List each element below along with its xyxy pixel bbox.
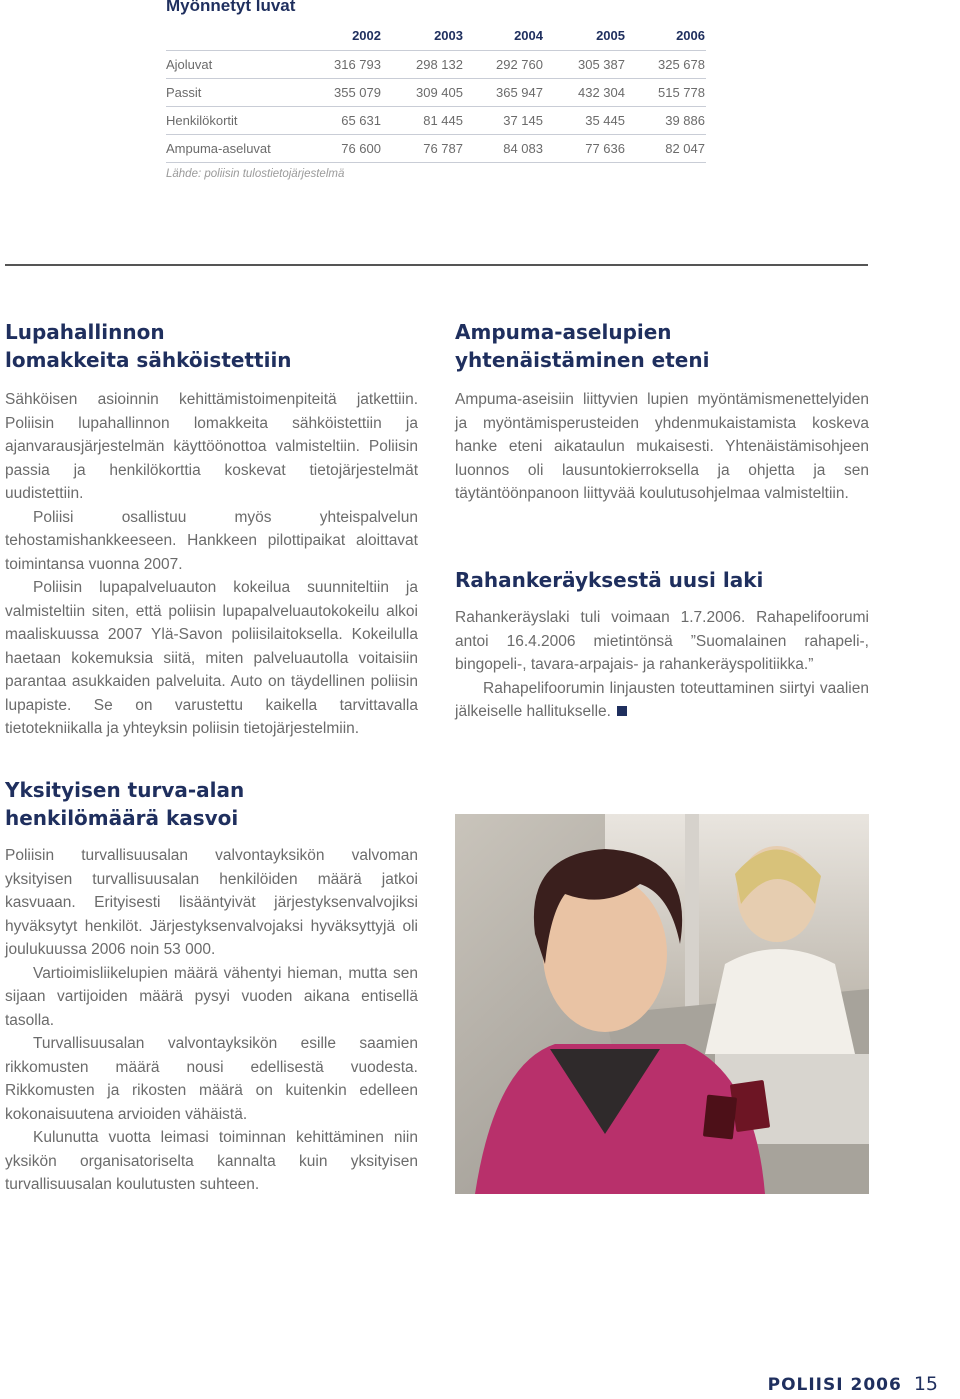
table-rule	[166, 50, 706, 51]
heading-line: Yksityisen turva-alan	[5, 778, 245, 802]
section-turva-ala	[5, 776, 418, 1197]
section-heading	[5, 776, 418, 832]
page-number: 15	[913, 1373, 938, 1395]
table-cell: 37 145	[503, 113, 543, 128]
service-desk-photo	[455, 814, 869, 1194]
heading-line: yhtenäistäminen eteni	[455, 348, 710, 372]
table-row	[0, 108, 960, 136]
table-row	[0, 136, 960, 164]
paragraph-text: Rahapelifoorumin linjausten toteuttaminen siirtyi vaalien jälkeiselle hallitukselle.	[455, 679, 869, 720]
section-lupahallinto	[5, 318, 418, 741]
table-row	[0, 52, 960, 80]
row-label: Ajoluvat	[166, 57, 213, 72]
table-source-note: Lähde: poliisin tulostietojärjestelmä	[166, 168, 345, 180]
table-rule	[166, 162, 706, 163]
body-paragraph: Rahankeräyslaki tuli voimaan 1.7.2006. Rahapelifoorumi antoi 16.4.2006 mietintönsä ”Suomalainen rahapeli-, bingopeli-, tavara-arpajais- ja rahankeräyspolitiikka.”	[455, 609, 869, 673]
page-footer	[768, 1373, 938, 1395]
table-cell: 309 405	[416, 85, 463, 100]
body-paragraph: Sähköisen asioinnin kehittämistoimenpiteitä jatkettiin. Poliisin lupahallinnon lomakkeita sähköistettiin ja ajanvarausjärjestelmän käyttöönottoa valmisteltiin. Poliisin passia ja henkilökorttia koskevat tietojärjestelmät uudistettiin.	[5, 391, 418, 502]
table-rule	[166, 134, 706, 135]
publication-name: POLIISI 2006	[767, 1375, 902, 1395]
year-header: 2004	[514, 28, 543, 43]
section-divider	[5, 264, 868, 266]
body-paragraph: Kulunutta vuotta leimasi toiminnan kehittäminen niin yksikön organisatoriselta kannalta kuin yksityisen turvallisuusalan koulutusten suhteen.	[5, 1129, 418, 1193]
year-header: 2005	[596, 28, 625, 43]
table-cell: 316 793	[334, 57, 381, 72]
end-mark-icon	[617, 706, 627, 716]
section-ampuma-aselupien	[455, 318, 869, 506]
table-cell: 84 083	[503, 141, 543, 156]
row-label: Henkilökortit	[166, 113, 238, 128]
body-paragraph: Poliisi osallistuu myös yhteispalvelun tehostamishankkeeseen. Hankkeen pilottipaikat aloittavat toimintansa vuonna 2007.	[5, 508, 418, 573]
table-cell: 35 445	[585, 113, 625, 128]
table-cell: 77 636	[585, 141, 625, 156]
section-heading	[455, 318, 869, 374]
heading-line: Lupahallinnon	[5, 320, 165, 344]
year-header: 2003	[434, 28, 463, 43]
row-label: Passit	[166, 85, 202, 100]
table-cell: 515 778	[658, 85, 705, 100]
table-row	[0, 80, 960, 108]
table-header-row	[0, 28, 960, 46]
table-cell: 365 947	[496, 85, 543, 100]
body-paragraph: Poliisin lupapalveluauton kokeilua suunniteltiin ja valmisteltiin siten, että poliisin lupapalveluautokokeilu alkoi maaliskuussa 2007 Ylä-Savon poliisilaitoksella. Kokeilulla haetaan kokemuksia siitä, miten palveluautolla voitaisiin parantaa asukkaiden palveluita. Auto on täydellinen poliisin lupapiste. Se on varustettu kaikella tarvittavalla tietotekniikalla ja yhteyksin poliisin tietojärjestelmiin.	[5, 579, 418, 737]
section-heading: Rahankeräyksestä uusi laki	[455, 568, 764, 592]
photo-illustration	[455, 814, 869, 1194]
table-cell: 82 047	[665, 141, 705, 156]
table-cell: 292 760	[496, 57, 543, 72]
table-cell: 432 304	[578, 85, 625, 100]
body-paragraph	[455, 677, 869, 724]
heading-line: lomakkeita sähköistettiin	[5, 348, 292, 372]
year-header: 2006	[676, 28, 705, 43]
body-paragraph: Ampuma-aseisiin liittyvien lupien myöntämismenettelyiden ja myöntämisperusteiden yhdenmukaistamista koskeva hanke eteni aikataulun mukaisesti. Yhtenäistämisohjeen luonnos oli lausuntokierroksella ja ohjetta ja sen täytäntöönpanoon liittyvää koulutusohjelmaa valmisteltiin.	[455, 391, 869, 502]
row-label: Ampuma-aseluvat	[166, 141, 271, 156]
body-paragraph: Poliisin turvallisuusalan valvontayksikön valvoman yksityisen turvallisuusalan henkilöiden määrä jatkoi kasvuaan. Erityisesti lisääntyivät järjestyksenvalvojiksi hyväksytyt henkilöt. Järjestyksenvalvojaksi hyväksyttyjä oli joulukuussa 2006 noin 53 000.	[5, 847, 418, 958]
table-title: Myönnetyt luvat	[166, 0, 296, 15]
table-cell: 65 631	[341, 113, 381, 128]
table-cell: 76 600	[341, 141, 381, 156]
table-cell: 81 445	[423, 113, 463, 128]
table-cell: 76 787	[423, 141, 463, 156]
table-cell: 39 886	[665, 113, 705, 128]
table-cell: 298 132	[416, 57, 463, 72]
table-rule	[166, 78, 706, 79]
section-heading	[5, 318, 418, 374]
section-rahankeraysesta	[455, 566, 869, 724]
heading-line: henkilömäärä kasvoi	[5, 806, 239, 830]
table-cell: 325 678	[658, 57, 705, 72]
heading-line: Ampuma-aselupien	[455, 320, 672, 344]
body-paragraph: Turvallisuusalan valvontayksikön esille saamien rikkomusten määrä nousi edellisestä vuodesta. Rikkomusten ja rikosten määrä on kuitenkin edelleen kokonaisuutena arvioiden vähäistä.	[5, 1035, 418, 1123]
table-cell: 305 387	[578, 57, 625, 72]
table-cell: 355 079	[334, 85, 381, 100]
body-paragraph: Vartioimisliikelupien määrä vähentyi hieman, mutta sen sijaan vartijoiden määrä pysyi vuoden aikana entisellä tasolla.	[5, 964, 418, 1029]
table-rule	[166, 106, 706, 107]
year-header: 2002	[352, 28, 381, 43]
